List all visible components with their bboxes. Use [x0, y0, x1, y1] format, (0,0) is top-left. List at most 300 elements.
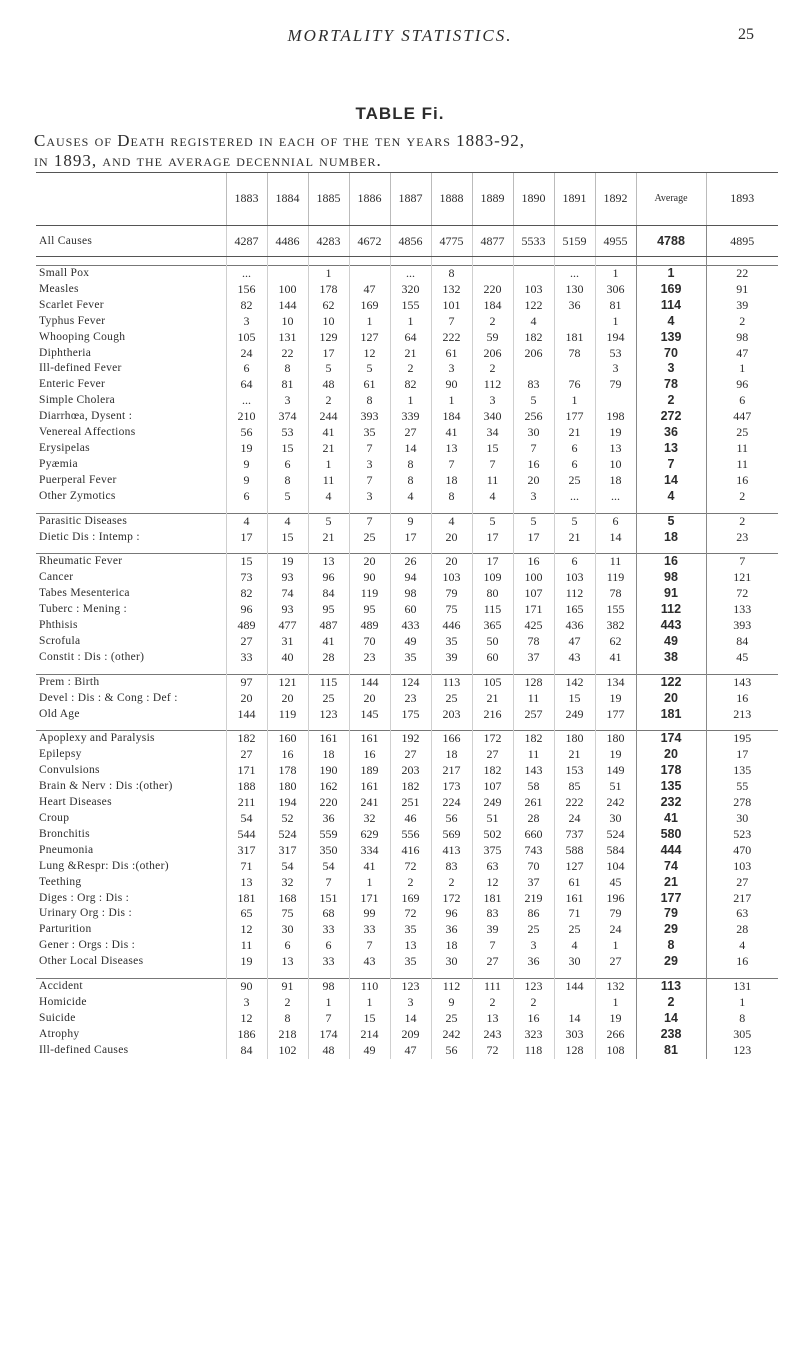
- value-cell: [267, 266, 308, 282]
- value-cell: 61: [431, 346, 472, 362]
- separator-cell: [472, 666, 513, 675]
- value-cell-1893: 17: [706, 747, 778, 763]
- value-cell: 2: [472, 361, 513, 377]
- value-cell: 178: [267, 763, 308, 779]
- value-cell: 165: [554, 602, 595, 618]
- value-cell: 51: [472, 811, 513, 827]
- column-header: 1886: [349, 173, 390, 226]
- value-cell: [349, 266, 390, 282]
- value-cell: 27: [472, 747, 513, 763]
- value-cell: 9: [226, 473, 267, 489]
- value-cell: 2: [472, 995, 513, 1011]
- value-cell: 20: [267, 691, 308, 707]
- average-cell: 443: [636, 618, 706, 634]
- value-cell: 111: [472, 979, 513, 995]
- value-cell: 3: [513, 489, 554, 505]
- average-cell: 41: [636, 811, 706, 827]
- value-cell: ...: [226, 266, 267, 282]
- value-cell: 413: [431, 843, 472, 859]
- value-cell: 7: [431, 457, 472, 473]
- table-row: [36, 457, 778, 473]
- value-cell: 15: [226, 554, 267, 570]
- value-cell: 60: [390, 602, 431, 618]
- value-cell: 27: [595, 954, 636, 970]
- value-cell: 97: [226, 674, 267, 690]
- value-cell: 19: [595, 747, 636, 763]
- value-cell: 37: [513, 650, 554, 666]
- average-cell: 174: [636, 731, 706, 747]
- value-cell: 257: [513, 707, 554, 723]
- separator-cell: [226, 545, 267, 554]
- value-cell: 2: [431, 875, 472, 891]
- cause-label: Convulsions: [39, 764, 100, 777]
- value-cell: 107: [513, 586, 554, 602]
- value-cell: 1: [595, 938, 636, 954]
- value-cell: 124: [390, 674, 431, 690]
- average-cell: 16: [636, 554, 706, 570]
- table-row: [36, 634, 778, 650]
- value-cell: 37: [513, 875, 554, 891]
- value-cell: 129: [308, 330, 349, 346]
- value-cell: 7: [349, 513, 390, 529]
- value-cell: 79: [431, 586, 472, 602]
- value-cell: 13: [472, 1011, 513, 1027]
- value-cell-1893: 45: [706, 650, 778, 666]
- value-cell: 30: [595, 811, 636, 827]
- value-cell: 39: [431, 650, 472, 666]
- average-cell: 49: [636, 634, 706, 650]
- cause-label: Diphtheria: [39, 346, 92, 359]
- value-cell: 76: [554, 377, 595, 393]
- cause-label: Typhus Fever: [39, 314, 106, 327]
- table-row: [36, 314, 778, 330]
- value-cell-1893: 25: [706, 425, 778, 441]
- value-cell: 6: [226, 361, 267, 377]
- value-cell: 436: [554, 618, 595, 634]
- value-cell: 27: [390, 425, 431, 441]
- value-cell: 72: [472, 1043, 513, 1059]
- value-cell: 21: [554, 530, 595, 546]
- value-cell: 206: [472, 346, 513, 362]
- value-cell: 144: [349, 674, 390, 690]
- value-cell: 112: [472, 377, 513, 393]
- cause-label: Other Local Diseases: [39, 955, 144, 968]
- value-cell: [554, 314, 595, 330]
- value-cell: 7: [431, 314, 472, 330]
- value-cell: 4: [267, 513, 308, 529]
- value-cell: 1: [308, 995, 349, 1011]
- value-cell: 7: [472, 457, 513, 473]
- value-cell: 489: [226, 618, 267, 634]
- value-cell: 339: [390, 409, 431, 425]
- average-cell: 4: [636, 489, 706, 505]
- column-header: 1883: [226, 173, 267, 226]
- separator-cell: [472, 505, 513, 514]
- value-cell: 22: [267, 346, 308, 362]
- value-cell-1893: 213: [706, 707, 778, 723]
- cause-label: Whooping Cough: [39, 330, 126, 343]
- value-cell: 2: [390, 875, 431, 891]
- value-cell: ...: [226, 393, 267, 409]
- value-cell: 4: [431, 513, 472, 529]
- value-cell: 100: [513, 570, 554, 586]
- value-cell: 105: [226, 330, 267, 346]
- separator-cell: [349, 666, 390, 675]
- cause-label: Epilepsy: [39, 748, 82, 761]
- value-cell: 82: [390, 377, 431, 393]
- value-cell: 123: [513, 979, 554, 995]
- separator-cell: [636, 666, 706, 675]
- value-cell: 25: [554, 473, 595, 489]
- value-cell: 181: [226, 891, 267, 907]
- value-cell: 320: [390, 282, 431, 298]
- value-cell: 184: [472, 298, 513, 314]
- value-cell: 21: [308, 530, 349, 546]
- value-cell: 19: [267, 554, 308, 570]
- value-cell: [513, 361, 554, 377]
- value-cell: 4: [513, 314, 554, 330]
- value-cell: 374: [267, 409, 308, 425]
- value-cell: 13: [431, 441, 472, 457]
- value-cell-1893: 11: [706, 457, 778, 473]
- cause-label: Ill-defined Causes: [39, 1043, 129, 1056]
- value-cell: 18: [595, 473, 636, 489]
- value-cell: 182: [390, 779, 431, 795]
- value-cell: 132: [595, 979, 636, 995]
- average-cell: 5: [636, 513, 706, 529]
- value-cell: 60: [472, 650, 513, 666]
- value-cell: 118: [513, 1043, 554, 1059]
- separator-cell: [308, 505, 349, 514]
- value-cell: 30: [431, 954, 472, 970]
- value-cell: 82: [226, 586, 267, 602]
- separator-cell: [431, 545, 472, 554]
- separator-cell: [390, 257, 431, 266]
- value-cell: 303: [554, 1027, 595, 1043]
- average-cell: 122: [636, 674, 706, 690]
- value-cell: 48: [308, 1043, 349, 1059]
- value-cell: 113: [431, 674, 472, 690]
- value-cell: 211: [226, 795, 267, 811]
- average-cell: 181: [636, 707, 706, 723]
- column-header: 1885: [308, 173, 349, 226]
- value-cell: 5: [267, 489, 308, 505]
- average-cell: 4788: [636, 226, 706, 257]
- value-cell-1893: 28: [706, 922, 778, 938]
- value-cell-1893: 2: [706, 513, 778, 529]
- value-cell: 121: [267, 674, 308, 690]
- value-cell: 224: [431, 795, 472, 811]
- value-cell: 91: [267, 979, 308, 995]
- value-cell: 171: [349, 891, 390, 907]
- value-cell: 5: [513, 513, 554, 529]
- separator-cell: [636, 722, 706, 731]
- value-cell: 6: [267, 938, 308, 954]
- value-cell: 192: [390, 731, 431, 747]
- separator-cell: [513, 545, 554, 554]
- value-cell: 119: [267, 707, 308, 723]
- value-cell: 4: [472, 489, 513, 505]
- value-cell: 4955: [595, 226, 636, 257]
- cause-label: Gener : Orgs : Dis :: [39, 939, 136, 952]
- separator-cell: [554, 257, 595, 266]
- separator-cell: [636, 505, 706, 514]
- table-row: [36, 602, 778, 618]
- cause-label: Brain & Nerv : Dis :(other): [39, 780, 173, 793]
- value-cell: 11: [472, 473, 513, 489]
- value-cell: 132: [431, 282, 472, 298]
- separator-cell: [554, 545, 595, 554]
- average-cell: 98: [636, 570, 706, 586]
- value-cell: 61: [349, 377, 390, 393]
- value-cell: 49: [390, 634, 431, 650]
- value-cell-1893: 103: [706, 859, 778, 875]
- value-cell: 15: [349, 1011, 390, 1027]
- value-cell: 20: [349, 554, 390, 570]
- value-cell: 175: [390, 707, 431, 723]
- cause-label: Phthisis: [39, 619, 78, 632]
- value-cell-1893: 63: [706, 906, 778, 922]
- value-cell: 21: [554, 747, 595, 763]
- value-cell: 130: [554, 282, 595, 298]
- value-cell-1893: 1: [706, 361, 778, 377]
- value-cell: 433: [390, 618, 431, 634]
- value-cell: 20: [513, 473, 554, 489]
- value-cell-1893: 8: [706, 1011, 778, 1027]
- separator-cell: [472, 970, 513, 979]
- cause-label: Cancer: [39, 571, 74, 584]
- value-cell: 156: [226, 282, 267, 298]
- separator-cell: [226, 257, 267, 266]
- value-cell: 6: [554, 554, 595, 570]
- separator-cell: [390, 722, 431, 731]
- value-cell: 161: [349, 779, 390, 795]
- value-cell: 194: [595, 330, 636, 346]
- value-cell: 112: [431, 979, 472, 995]
- separator-cell: [36, 666, 226, 675]
- separator-cell: [431, 722, 472, 731]
- cause-label: Urinary Org : Dis :: [39, 907, 133, 920]
- value-cell: 86: [513, 906, 554, 922]
- value-cell: 317: [267, 843, 308, 859]
- value-cell: 1: [308, 266, 349, 282]
- value-cell: 12: [472, 875, 513, 891]
- value-cell: 15: [554, 691, 595, 707]
- value-cell: 4: [308, 489, 349, 505]
- value-cell-1893: 47: [706, 346, 778, 362]
- value-cell: 7: [349, 938, 390, 954]
- value-cell: 25: [349, 530, 390, 546]
- value-cell: 43: [349, 954, 390, 970]
- value-cell: 6: [308, 938, 349, 954]
- table-row: [36, 586, 778, 602]
- value-cell: 96: [308, 570, 349, 586]
- value-cell: 145: [349, 707, 390, 723]
- average-cell: 2: [636, 995, 706, 1011]
- value-cell: 7: [308, 875, 349, 891]
- value-cell: 317: [226, 843, 267, 859]
- value-cell: 127: [554, 859, 595, 875]
- table-label: TABLE Fi.: [355, 104, 445, 123]
- table-row: [36, 995, 778, 1011]
- value-cell: 242: [595, 795, 636, 811]
- value-cell: 340: [472, 409, 513, 425]
- table-row: [36, 707, 778, 723]
- table-row: [36, 731, 778, 747]
- value-cell: 4287: [226, 226, 267, 257]
- value-cell: 4: [390, 489, 431, 505]
- separator-cell: [267, 545, 308, 554]
- separator-cell: [554, 970, 595, 979]
- table-row: [36, 979, 778, 995]
- value-cell: 36: [554, 298, 595, 314]
- value-cell: 182: [226, 731, 267, 747]
- value-cell-1893: 72: [706, 586, 778, 602]
- value-cell: 94: [390, 570, 431, 586]
- average-cell: 444: [636, 843, 706, 859]
- separator-cell: [36, 257, 226, 266]
- value-cell: 206: [513, 346, 554, 362]
- value-cell: 102: [267, 1043, 308, 1059]
- value-cell: 266: [595, 1027, 636, 1043]
- value-cell: 13: [226, 875, 267, 891]
- value-cell: 9: [390, 513, 431, 529]
- separator-cell: [308, 722, 349, 731]
- value-cell: 90: [431, 377, 472, 393]
- value-cell: 184: [431, 409, 472, 425]
- value-cell: 9: [226, 457, 267, 473]
- value-cell-1893: 278: [706, 795, 778, 811]
- value-cell: 5: [554, 513, 595, 529]
- value-cell: 53: [267, 425, 308, 441]
- table-row: [36, 954, 778, 970]
- cause-label: Dietic Dis : Intemp :: [39, 530, 140, 543]
- separator-cell: [267, 505, 308, 514]
- value-cell: 11: [513, 747, 554, 763]
- separator-cell: [431, 666, 472, 675]
- average-cell: 3: [636, 361, 706, 377]
- value-cell: 375: [472, 843, 513, 859]
- value-cell: 24: [554, 811, 595, 827]
- value-cell: 26: [390, 554, 431, 570]
- value-cell: 123: [390, 979, 431, 995]
- separator-cell: [513, 505, 554, 514]
- value-cell: 18: [431, 938, 472, 954]
- value-cell: 93: [267, 602, 308, 618]
- value-cell: 59: [472, 330, 513, 346]
- table-row: [36, 1043, 778, 1059]
- value-cell: 19: [226, 954, 267, 970]
- value-cell: 35: [390, 650, 431, 666]
- value-cell-1893: 16: [706, 473, 778, 489]
- value-cell: 334: [349, 843, 390, 859]
- value-cell: 1: [349, 314, 390, 330]
- value-cell: 33: [308, 954, 349, 970]
- value-cell: 153: [554, 763, 595, 779]
- value-cell-1893: 143: [706, 674, 778, 690]
- value-cell: 30: [554, 954, 595, 970]
- value-cell-1893: 131: [706, 979, 778, 995]
- table-row: [36, 843, 778, 859]
- value-cell: 36: [513, 954, 554, 970]
- value-cell: 14: [595, 530, 636, 546]
- value-cell: 8: [349, 393, 390, 409]
- average-cell: 580: [636, 827, 706, 843]
- value-cell: 25: [308, 691, 349, 707]
- value-cell: 54: [308, 859, 349, 875]
- separator-cell: [595, 970, 636, 979]
- value-cell: 216: [472, 707, 513, 723]
- value-cell: 32: [349, 811, 390, 827]
- value-cell: 142: [554, 674, 595, 690]
- cause-label: Croup: [39, 812, 70, 824]
- value-cell: 62: [595, 634, 636, 650]
- cause-label: Suicide: [39, 1011, 76, 1024]
- value-cell: 182: [472, 763, 513, 779]
- value-cell: 52: [267, 811, 308, 827]
- value-cell: 171: [226, 763, 267, 779]
- value-cell: 82: [226, 298, 267, 314]
- value-cell: 1: [595, 266, 636, 282]
- separator-cell: [706, 505, 778, 514]
- value-cell: 96: [431, 906, 472, 922]
- value-cell: 19: [595, 691, 636, 707]
- table-row: [36, 441, 778, 457]
- value-cell: 33: [226, 650, 267, 666]
- value-cell: 6: [554, 441, 595, 457]
- value-cell: 5: [513, 393, 554, 409]
- separator-cell: [349, 970, 390, 979]
- separator-cell: [595, 722, 636, 731]
- separator-cell: [706, 666, 778, 675]
- cause-label: Heart Diseases: [39, 796, 112, 809]
- separator-cell: [431, 505, 472, 514]
- value-cell: 20: [226, 691, 267, 707]
- table-row: [36, 763, 778, 779]
- value-cell: 393: [349, 409, 390, 425]
- value-cell: 25: [554, 922, 595, 938]
- value-cell: 4877: [472, 226, 513, 257]
- value-cell: 27: [472, 954, 513, 970]
- value-cell: 75: [431, 602, 472, 618]
- separator-cell: [36, 722, 226, 731]
- table-row: [36, 1011, 778, 1027]
- value-cell: 25: [431, 1011, 472, 1027]
- value-cell: 487: [308, 618, 349, 634]
- average-cell: 8: [636, 938, 706, 954]
- value-cell: 46: [390, 811, 431, 827]
- table-row: [36, 906, 778, 922]
- cause-label: Homicide: [39, 995, 87, 1008]
- value-cell: 64: [390, 330, 431, 346]
- value-cell: 41: [431, 425, 472, 441]
- column-header: 1884: [267, 173, 308, 226]
- value-cell: 84: [308, 586, 349, 602]
- value-cell: 41: [595, 650, 636, 666]
- average-cell: 20: [636, 747, 706, 763]
- value-cell: 14: [390, 1011, 431, 1027]
- table-row: [36, 618, 778, 634]
- value-cell: 70: [349, 634, 390, 650]
- value-cell: 16: [513, 1011, 554, 1027]
- value-cell-1893: 27: [706, 875, 778, 891]
- cause-label: Tuberc : Mening :: [39, 603, 128, 616]
- cause-label: Prem : Birth: [36, 674, 226, 690]
- value-cell: 172: [472, 731, 513, 747]
- separator-cell: [308, 545, 349, 554]
- value-cell: 41: [308, 425, 349, 441]
- value-cell-1893: 1: [706, 995, 778, 1011]
